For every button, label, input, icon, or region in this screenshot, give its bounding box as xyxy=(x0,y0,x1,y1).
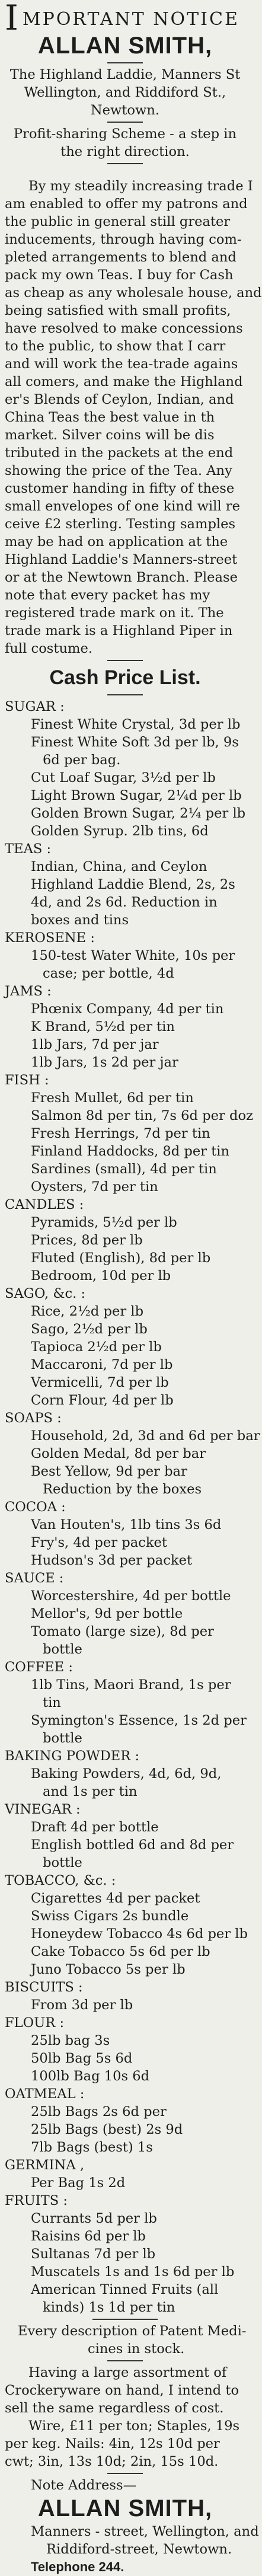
price-item: Maccaroni, 7d per lb xyxy=(31,1357,173,1372)
price-item: Cake Tobacco 5s 6d per lb xyxy=(31,1944,210,1959)
price-item: Mellor's, 9d per bottle xyxy=(31,1606,183,1621)
intro-line: ceive £2 sterling. Testing samples xyxy=(5,516,236,532)
intro-line: China Teas the best value in th xyxy=(5,410,215,425)
note-address-label: Note Address— xyxy=(31,2478,137,2493)
price-category: VINEGAR : xyxy=(5,1802,81,1817)
price-item: Fresh Mullet, 6d per tin xyxy=(31,1090,194,1106)
intro-line: am enabled to offer my patrons and xyxy=(5,196,248,212)
intro-line: being satisfied with small profits, xyxy=(5,303,231,318)
price-list-title: Cash Price List. xyxy=(49,666,201,689)
price-item: Finest White Soft 3d per lb, 9s xyxy=(31,735,239,750)
price-item: Golden Medal, 8d per bar xyxy=(31,1446,206,1461)
price-item: boxes and tins xyxy=(31,912,129,928)
intro-line: note that every packet has my xyxy=(5,588,210,603)
divider xyxy=(107,660,143,661)
price-item: Cut Loaf Sugar, 3½d per lb xyxy=(31,770,216,786)
intro-line: pleted arrangements to blend and xyxy=(5,250,237,265)
intro-line: have resolved to make concessions xyxy=(5,321,243,336)
price-item: Symington's Essence, 1s 2d per xyxy=(31,1713,247,1728)
price-category: BISCUITS : xyxy=(5,1980,83,1995)
price-item: Rice, 2½d per lb xyxy=(31,1304,144,1319)
divider xyxy=(92,2319,158,2320)
price-item: Corn Flour, 4d per lb xyxy=(31,1393,174,1408)
price-item: Fry's, 4d per packet xyxy=(31,1535,167,1550)
price-category: BAKING POWDER : xyxy=(5,1748,140,1764)
price-category: FLOUR : xyxy=(5,2015,65,2031)
price-item: Indian, China, and Ceylon xyxy=(31,859,207,874)
price-item: 25lb Bags 2s 6d per xyxy=(31,2104,167,2119)
price-item: Finland Haddocks, 8d per tin xyxy=(31,1144,230,1159)
price-item: Golden Syrup. 2lb tins, 6d xyxy=(31,823,209,839)
intro-line: the public in general still greater xyxy=(5,214,231,229)
price-category: SAGO, &c. : xyxy=(5,1286,86,1301)
price-item: Per Bag 1s 2d xyxy=(31,2175,126,2191)
divider xyxy=(107,694,143,695)
price-item: English bottled 6d and 8d per xyxy=(31,1837,234,1853)
notice-heading-rest: MPORTANT NOTICE xyxy=(22,9,239,30)
intro-line: er's Blends of Ceylon, Indian, and xyxy=(5,392,234,407)
patent-line: Every description of Patent Medi- xyxy=(18,2323,247,2339)
price-category: SOAPS : xyxy=(5,1410,62,1426)
price-item: 7lb Bags (best) 1s xyxy=(31,2140,153,2155)
price-item: Raisins 6d per lb xyxy=(31,2229,146,2244)
drop-cap: I xyxy=(5,0,20,38)
price-category: GERMINA , xyxy=(5,2157,85,2173)
divider xyxy=(107,62,143,63)
telephone: Telephone 244. xyxy=(31,2559,124,2574)
text-line: Profit-sharing Scheme - a step in xyxy=(13,126,237,142)
patent-medicines-note xyxy=(5,2322,245,2358)
price-item: Draft 4d per bottle xyxy=(31,1820,159,1835)
price-item: Swiss Cigars 2s bundle xyxy=(31,1908,189,1924)
price-item: Reduction by the boxes xyxy=(43,1482,202,1497)
intro-line: as cheap as any wholesale house, and xyxy=(5,285,262,301)
crockery-line: Wire, £11 per ton; Staples, 19s xyxy=(28,2418,240,2434)
price-item: Baking Powders, 4d, 6d, 9d, xyxy=(31,1766,222,1782)
text-line: the right direction. xyxy=(60,144,190,159)
price-item: Best Yellow, 9d per bar xyxy=(31,1464,187,1479)
price-item: American Tinned Fruits (all xyxy=(31,2282,219,2297)
price-item: Prices, 8d per lb xyxy=(31,1233,143,1248)
price-item: Van Houten's, 1lb tins 3s 6d xyxy=(31,1517,222,1533)
price-item: Sago, 2½d per lb xyxy=(31,1321,148,1337)
price-category: JAMS : xyxy=(5,984,52,999)
footer-address-line: Riddiford-street, Newtown. xyxy=(46,2542,232,2557)
price-item: Worcestershire, 4d per bottle xyxy=(31,1588,231,1604)
footer-name: ALLAN SMITH, xyxy=(37,2495,213,2521)
price-item: K Brand, 5½d per tin xyxy=(31,1019,175,1035)
price-item: bottle xyxy=(43,1855,82,1870)
price-item: Juno Tobacco 5s per lb xyxy=(31,1962,186,1977)
intro-line: may be had on application at the xyxy=(5,534,228,550)
price-category: KEROSENE : xyxy=(5,930,95,946)
intro-line: or at the Newtown Branch. Please xyxy=(5,570,238,585)
price-category: COCOA : xyxy=(5,1499,66,1515)
text-line: Newtown. xyxy=(90,103,160,118)
advertiser-address xyxy=(5,66,245,119)
price-item: Cigarettes 4d per packet xyxy=(31,1891,200,1906)
price-category: TOBACCO, &c. : xyxy=(5,1873,116,1888)
price-item: 6d per bag. xyxy=(43,752,121,768)
footer-address-line: Manners - street, Wellington, and xyxy=(31,2524,259,2539)
divider xyxy=(107,163,143,164)
price-item: bottle xyxy=(43,1731,82,1746)
price-category: FISH : xyxy=(5,1072,49,1088)
intro-line: small envelopes of one kind will re xyxy=(5,499,240,514)
tagline xyxy=(5,125,245,161)
price-item: Tomato (large size), 8d per xyxy=(31,1624,214,1639)
price-item: Finest White Crystal, 3d per lb xyxy=(31,717,241,732)
price-category: FRUITS : xyxy=(5,2193,68,2208)
price-item: Household, 2d, 3d and 6d per bar xyxy=(31,1428,260,1444)
intro-line: By my steadily increasing trade I xyxy=(28,178,253,194)
intro-line: customer handing in fifty of these xyxy=(5,481,235,496)
price-item: Sardines (small), 4d per tin xyxy=(31,1161,217,1177)
price-item: Pyramids, 5½d per lb xyxy=(31,1215,177,1230)
price-item: 150-test Water White, 10s per xyxy=(31,948,235,963)
price-category: OATMEAL : xyxy=(5,2086,85,2102)
price-item: Honeydew Tobacco 4s 6d per lb xyxy=(31,1926,248,1942)
price-item: Oysters, 7d per tin xyxy=(31,1179,158,1195)
price-item: Tapioca 2½d per lb xyxy=(31,1339,162,1355)
crockery-paragraph xyxy=(5,2364,245,2470)
price-item: 1lb Jars, 1s 2d per jar xyxy=(31,1055,178,1070)
text-line: The Highland Laddie, Manners St xyxy=(9,67,241,82)
price-item: Currants 5d per lb xyxy=(31,2211,157,2226)
price-item: Golden Brown Sugar, 2¼ per lb xyxy=(31,806,246,821)
price-item: and 1s per tin xyxy=(43,1784,138,1799)
price-category: TEAS : xyxy=(5,841,52,857)
intro-line: full costume. xyxy=(5,641,93,656)
crockery-line: Having a large assortment of xyxy=(28,2365,227,2380)
price-item: Light Brown Sugar, 2¼d per lb xyxy=(31,788,242,803)
price-item: From 3d per lb xyxy=(31,1997,133,2013)
price-category: SUGAR : xyxy=(5,699,65,714)
intro-line: market. Silver coins will be dis xyxy=(5,427,215,443)
intro-paragraph xyxy=(5,177,262,657)
price-item: tin xyxy=(43,1695,61,1710)
price-item: Highland Laddie Blend, 2s, 2s xyxy=(31,877,235,892)
price-item: kinds) 1s 1d per tin xyxy=(43,2300,175,2315)
price-item: 100lb Bag 10s 6d xyxy=(31,2069,150,2084)
price-item: 25lb bag 3s xyxy=(31,2033,110,2048)
price-item: Fluted (English), 8d per lb xyxy=(31,1250,211,1266)
price-item: Fresh Herrings, 7d per tin xyxy=(31,1126,210,1141)
intro-line: showing the price of the Tea. Any xyxy=(5,463,232,478)
price-category: SAUCE : xyxy=(5,1571,64,1586)
divider xyxy=(107,2360,143,2361)
price-item: Salmon 8d per tin, 7s 6d per doz xyxy=(31,1108,253,1123)
text-line: Wellington, and Riddiford St., xyxy=(24,85,226,100)
price-item: Hudson's 3d per packet xyxy=(31,1553,193,1568)
price-list xyxy=(5,698,260,2316)
price-category: COFFEE : xyxy=(5,1659,73,1675)
price-item: 1lb Tins, Maori Brand, 1s per xyxy=(31,1677,231,1693)
patent-line: cines in stock. xyxy=(88,2341,185,2357)
intro-line: to the public, to show that I carr xyxy=(5,339,226,354)
intro-line: all comers, and make the Highland xyxy=(5,374,243,390)
price-item: Vermicelli, 7d per lb xyxy=(31,1375,169,1390)
price-item: 4d, and 2s 6d. Reduction in xyxy=(31,895,218,910)
price-item: 50lb Bag 5s 6d xyxy=(31,2051,133,2066)
price-item: Sultanas 7d per lb xyxy=(31,2246,156,2262)
intro-line: and will work the tea-trade agains xyxy=(5,356,238,372)
intro-line: Highland Laddie's Manners-street xyxy=(5,552,238,567)
price-category: CANDLES : xyxy=(5,1197,84,1212)
intro-line: registered trade mark on it. The xyxy=(5,605,224,621)
price-item: 25lb Bags (best) 2s 9d xyxy=(31,2122,183,2137)
intro-line: trade mark is a Highland Piper in xyxy=(5,623,233,639)
divider xyxy=(107,122,143,123)
footer-address xyxy=(5,2523,259,2558)
crockery-line: sell the same regardless of cost. xyxy=(5,2401,224,2416)
crockery-line: cwt; 3in, 13s 10d; 2in, 15s 10d. xyxy=(5,2454,219,2469)
notice-heading xyxy=(5,0,245,38)
price-item: Muscatels 1s and 1s 6d per lb xyxy=(31,2264,235,2280)
price-item: bottle xyxy=(43,1642,82,1657)
price-item: Phœnix Company, 4d per tin xyxy=(31,1001,224,1017)
intro-line: pack my own Teas. I buy for Cash xyxy=(5,267,234,283)
price-item: Bedroom, 10d per lb xyxy=(31,1268,171,1284)
price-item: 1lb Jars, 7d per jar xyxy=(31,1037,159,1052)
crockery-line: per keg. Nails: 4in, 12s 10d per xyxy=(5,2436,220,2451)
intro-line: tributed in the packets at the end xyxy=(5,445,234,461)
advertiser-name: ALLAN SMITH, xyxy=(37,33,213,59)
crockery-line: Crockeryware on hand, I intend to xyxy=(5,2383,239,2398)
intro-line: inducements, through having com- xyxy=(5,232,242,247)
price-item: case; per bottle, 4d xyxy=(43,966,174,981)
divider xyxy=(107,2473,143,2474)
